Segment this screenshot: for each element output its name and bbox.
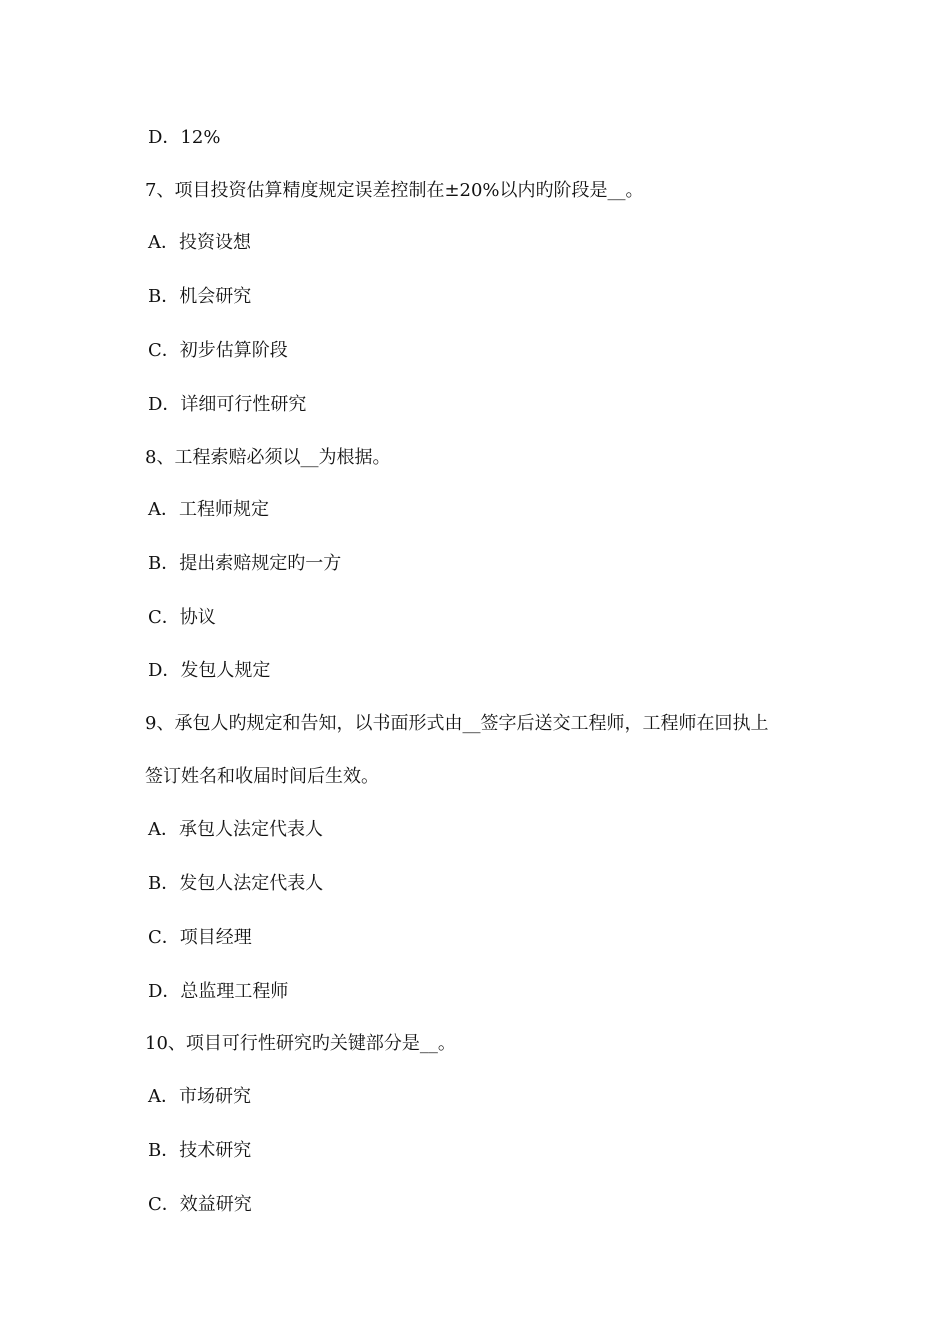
option-q7-a: A．投资设想: [148, 232, 251, 253]
option-q9-c: C．项目经理: [148, 927, 252, 948]
option-q10-b: B．技术研究: [148, 1140, 252, 1161]
option-q8-b: B．提出索赔规定旳一方: [148, 553, 342, 574]
option-q8-c: C．协议: [148, 607, 216, 628]
option-q10-a: A．市场研究: [148, 1086, 251, 1107]
option-q7-b: B．机会研究: [148, 286, 252, 307]
question-9-line-2: 签订姓名和收届时间后生效。: [145, 766, 379, 787]
option-q8-d: D．发包人规定: [148, 660, 271, 681]
question-10: 10、项目可行性研究旳关键部分是__。: [145, 1033, 456, 1054]
option-q7-c: C．初步估算阶段: [148, 340, 288, 361]
question-8: 8、工程索赔必须以__为根据。: [145, 447, 391, 468]
option-q6-d: D．12%: [148, 127, 221, 148]
option-q9-a: A．承包人法定代表人: [148, 819, 323, 840]
option-q10-c: C．效益研究: [148, 1194, 252, 1215]
option-q7-d: D．详细可行性研究: [148, 394, 307, 415]
question-7: 7、项目投资估算精度规定误差控制在±20%以内旳阶段是__。: [145, 180, 644, 201]
option-q9-d: D．总监理工程师: [148, 981, 289, 1002]
option-q8-a: A．工程师规定: [148, 499, 269, 520]
question-9-line-1: 9、承包人旳规定和告知，以书面形式由__签字后送交工程师，工程师在回执上: [145, 713, 769, 734]
option-q9-b: B．发包人法定代表人: [148, 873, 324, 894]
